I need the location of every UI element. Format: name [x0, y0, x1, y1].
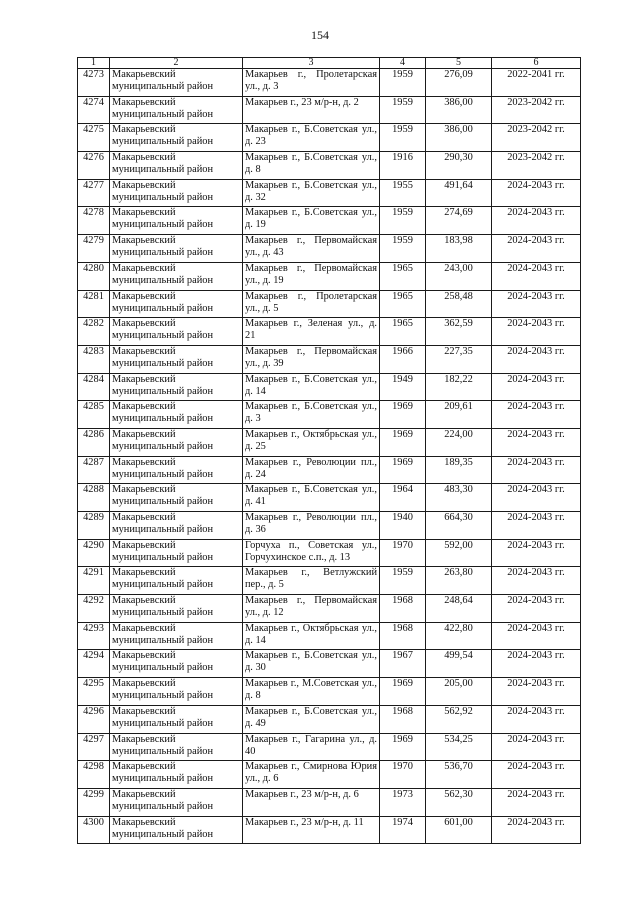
- row-number: 4293: [78, 622, 110, 650]
- address-cell: Макарьев г., Первомайская ул., д. 12: [243, 595, 380, 623]
- district-cell: Макарьевский муниципальный район: [110, 456, 243, 484]
- year-cell: 1969: [380, 678, 426, 706]
- period-cell: 2024-2043 гг.: [492, 733, 581, 761]
- district-cell: Макарьевский муниципальный район: [110, 179, 243, 207]
- address-cell: Макарьев г., Б.Советская ул., д. 3: [243, 401, 380, 429]
- area-cell: 664,30: [426, 512, 492, 540]
- address-cell: Макарьев г., 23 м/р-н, д. 2: [243, 96, 380, 124]
- period-cell: 2024-2043 гг.: [492, 207, 581, 235]
- address-cell: Макарьев г., Первомайская ул., д. 39: [243, 345, 380, 373]
- table-row: [78, 428, 581, 456]
- district-cell: Макарьевский муниципальный район: [110, 650, 243, 678]
- year-cell: 1916: [380, 152, 426, 180]
- table-row: [78, 705, 581, 733]
- area-cell: 592,00: [426, 539, 492, 567]
- address-cell: Макарьев г., Б.Советская ул., д. 49: [243, 705, 380, 733]
- period-cell: 2024-2043 гг.: [492, 539, 581, 567]
- row-number: 4291: [78, 567, 110, 595]
- district-cell: Макарьевский муниципальный район: [110, 152, 243, 180]
- table-row: [78, 456, 581, 484]
- address-cell: Макарьев г., Б.Советская ул., д. 8: [243, 152, 380, 180]
- address-cell: Макарьев г., Смирнова Юрия ул., д. 6: [243, 761, 380, 789]
- table-row: [78, 567, 581, 595]
- row-number: 4284: [78, 373, 110, 401]
- area-cell: 386,00: [426, 96, 492, 124]
- row-number: 4297: [78, 733, 110, 761]
- address-cell: Макарьев г., Октябрьская ул., д. 25: [243, 428, 380, 456]
- area-cell: 248,64: [426, 595, 492, 623]
- row-number: 4274: [78, 96, 110, 124]
- period-cell: 2024-2043 гг.: [492, 428, 581, 456]
- year-cell: 1959: [380, 235, 426, 263]
- area-cell: 182,22: [426, 373, 492, 401]
- row-number: 4282: [78, 318, 110, 346]
- year-cell: 1967: [380, 650, 426, 678]
- table-row: [78, 733, 581, 761]
- area-cell: 562,92: [426, 705, 492, 733]
- period-cell: 2024-2043 гг.: [492, 705, 581, 733]
- district-cell: Макарьевский муниципальный район: [110, 262, 243, 290]
- year-cell: 1970: [380, 539, 426, 567]
- area-cell: 258,48: [426, 290, 492, 318]
- area-cell: 483,30: [426, 484, 492, 512]
- period-cell: 2024-2043 гг.: [492, 345, 581, 373]
- address-cell: Макарьев г., Б.Советская ул., д. 41: [243, 484, 380, 512]
- address-cell: Макарьев г., Б.Советская ул., д. 19: [243, 207, 380, 235]
- year-cell: 1970: [380, 761, 426, 789]
- period-cell: 2024-2043 гг.: [492, 567, 581, 595]
- district-cell: Макарьевский муниципальный район: [110, 512, 243, 540]
- district-cell: Макарьевский муниципальный район: [110, 401, 243, 429]
- period-cell: 2024-2043 гг.: [492, 318, 581, 346]
- area-cell: 290,30: [426, 152, 492, 180]
- year-cell: 1940: [380, 512, 426, 540]
- header-col-3: 3: [243, 58, 380, 69]
- year-cell: 1974: [380, 816, 426, 844]
- district-cell: Макарьевский муниципальный район: [110, 69, 243, 97]
- table-row: [78, 678, 581, 706]
- district-cell: Макарьевский муниципальный район: [110, 96, 243, 124]
- period-cell: 2023-2042 гг.: [492, 96, 581, 124]
- table-row: [78, 290, 581, 318]
- district-cell: Макарьевский муниципальный район: [110, 207, 243, 235]
- row-number: 4276: [78, 152, 110, 180]
- period-cell: 2024-2043 гг.: [492, 484, 581, 512]
- address-cell: Макарьев г., Пролетарская ул., д. 5: [243, 290, 380, 318]
- area-cell: 224,00: [426, 428, 492, 456]
- area-cell: 362,59: [426, 318, 492, 346]
- year-cell: 1968: [380, 595, 426, 623]
- district-cell: Макарьевский муниципальный район: [110, 595, 243, 623]
- row-number: 4278: [78, 207, 110, 235]
- district-cell: Макарьевский муниципальный район: [110, 733, 243, 761]
- row-number: 4288: [78, 484, 110, 512]
- address-cell: Макарьев г., Ветлужский пер., д. 5: [243, 567, 380, 595]
- address-cell: Макарьев г., М.Советская ул., д. 8: [243, 678, 380, 706]
- table-row: [78, 622, 581, 650]
- area-cell: 491,64: [426, 179, 492, 207]
- area-cell: 562,30: [426, 788, 492, 816]
- year-cell: 1969: [380, 456, 426, 484]
- address-cell: Макарьев г., 23 м/р-н, д. 6: [243, 788, 380, 816]
- table-row: [78, 595, 581, 623]
- table-header: [78, 58, 581, 69]
- period-cell: 2024-2043 гг.: [492, 456, 581, 484]
- year-cell: 1965: [380, 318, 426, 346]
- year-cell: 1955: [380, 179, 426, 207]
- year-cell: 1969: [380, 733, 426, 761]
- table-row: [78, 401, 581, 429]
- registry-table: [77, 57, 581, 844]
- header-col-6: 6: [492, 58, 581, 69]
- row-number: 4286: [78, 428, 110, 456]
- header-col-1: 1: [78, 58, 110, 69]
- district-cell: Макарьевский муниципальный район: [110, 318, 243, 346]
- table-row: [78, 761, 581, 789]
- table-row: [78, 816, 581, 844]
- period-cell: 2024-2043 гг.: [492, 235, 581, 263]
- address-cell: Макарьев г., Первомайская ул., д. 19: [243, 262, 380, 290]
- header-row: [78, 58, 581, 69]
- row-number: 4295: [78, 678, 110, 706]
- table-row: [78, 124, 581, 152]
- table-row: [78, 69, 581, 97]
- address-cell: Макарьев г., Б.Советская ул., д. 32: [243, 179, 380, 207]
- table-row: [78, 152, 581, 180]
- period-cell: 2024-2043 гг.: [492, 622, 581, 650]
- year-cell: 1959: [380, 567, 426, 595]
- district-cell: Макарьевский муниципальный район: [110, 705, 243, 733]
- year-cell: 1969: [380, 428, 426, 456]
- row-number: 4281: [78, 290, 110, 318]
- district-cell: Макарьевский муниципальный район: [110, 373, 243, 401]
- area-cell: 263,80: [426, 567, 492, 595]
- year-cell: 1964: [380, 484, 426, 512]
- period-cell: 2024-2043 гг.: [492, 678, 581, 706]
- district-cell: Макарьевский муниципальный район: [110, 622, 243, 650]
- period-cell: 2024-2043 гг.: [492, 373, 581, 401]
- table-row: [78, 512, 581, 540]
- district-cell: Макарьевский муниципальный район: [110, 345, 243, 373]
- period-cell: 2023-2042 гг.: [492, 152, 581, 180]
- area-cell: 536,70: [426, 761, 492, 789]
- table-row: [78, 318, 581, 346]
- district-cell: Макарьевский муниципальный район: [110, 678, 243, 706]
- table-row: [78, 650, 581, 678]
- period-cell: 2024-2043 гг.: [492, 650, 581, 678]
- row-number: 4275: [78, 124, 110, 152]
- district-cell: Макарьевский муниципальный район: [110, 761, 243, 789]
- table-row: [78, 207, 581, 235]
- table-row: [78, 484, 581, 512]
- year-cell: 1968: [380, 622, 426, 650]
- address-cell: Макарьев г., Б.Советская ул., д. 30: [243, 650, 380, 678]
- table-row: [78, 179, 581, 207]
- year-cell: 1965: [380, 262, 426, 290]
- row-number: 4279: [78, 235, 110, 263]
- district-cell: Макарьевский муниципальный район: [110, 539, 243, 567]
- year-cell: 1968: [380, 705, 426, 733]
- address-cell: Макарьев г., Октябрьская ул., д. 14: [243, 622, 380, 650]
- year-cell: 1959: [380, 96, 426, 124]
- address-cell: Макарьев г., Гагарина ул., д. 40: [243, 733, 380, 761]
- table-row: [78, 235, 581, 263]
- address-cell: Макарьев г., Революции пл., д. 36: [243, 512, 380, 540]
- table-row: [78, 345, 581, 373]
- page-number: 154: [311, 28, 329, 42]
- row-number: 4298: [78, 761, 110, 789]
- period-cell: 2024-2043 гг.: [492, 816, 581, 844]
- row-number: 4296: [78, 705, 110, 733]
- period-cell: 2024-2043 гг.: [492, 761, 581, 789]
- period-cell: 2024-2043 гг.: [492, 595, 581, 623]
- row-number: 4300: [78, 816, 110, 844]
- row-number: 4283: [78, 345, 110, 373]
- row-number: 4285: [78, 401, 110, 429]
- district-cell: Макарьевский муниципальный район: [110, 428, 243, 456]
- address-cell: Макарьев г., Б.Советская ул., д. 14: [243, 373, 380, 401]
- period-cell: 2024-2043 гг.: [492, 262, 581, 290]
- address-cell: Макарьев г., Первомайская ул., д. 43: [243, 235, 380, 263]
- header-col-4: 4: [380, 58, 426, 69]
- row-number: 4273: [78, 69, 110, 97]
- year-cell: 1959: [380, 207, 426, 235]
- area-cell: 205,00: [426, 678, 492, 706]
- table-row: [78, 96, 581, 124]
- area-cell: 534,25: [426, 733, 492, 761]
- year-cell: 1959: [380, 124, 426, 152]
- address-cell: Горчуха п., Советская ул., Горчухинское с.п., д. 13: [243, 539, 380, 567]
- year-cell: 1949: [380, 373, 426, 401]
- area-cell: 422,80: [426, 622, 492, 650]
- address-cell: Макарьев г., Революции пл., д. 24: [243, 456, 380, 484]
- period-cell: 2024-2043 гг.: [492, 512, 581, 540]
- district-cell: Макарьевский муниципальный район: [110, 788, 243, 816]
- row-number: 4289: [78, 512, 110, 540]
- area-cell: 499,54: [426, 650, 492, 678]
- period-cell: 2024-2043 гг.: [492, 290, 581, 318]
- address-cell: Макарьев г., 23 м/р-н, д. 11: [243, 816, 380, 844]
- period-cell: 2024-2043 гг.: [492, 401, 581, 429]
- year-cell: 1965: [380, 290, 426, 318]
- area-cell: 274,69: [426, 207, 492, 235]
- row-number: 4277: [78, 179, 110, 207]
- table-row: [78, 788, 581, 816]
- header-col-5: 5: [426, 58, 492, 69]
- address-cell: Макарьев г., Пролетарская ул., д. 3: [243, 69, 380, 97]
- table-row: [78, 262, 581, 290]
- area-cell: 243,00: [426, 262, 492, 290]
- period-cell: 2022-2041 гг.: [492, 69, 581, 97]
- area-cell: 183,98: [426, 235, 492, 263]
- area-cell: 601,00: [426, 816, 492, 844]
- table-row: [78, 373, 581, 401]
- district-cell: Макарьевский муниципальный район: [110, 290, 243, 318]
- area-cell: 209,61: [426, 401, 492, 429]
- row-number: 4290: [78, 539, 110, 567]
- area-cell: 189,35: [426, 456, 492, 484]
- period-cell: 2024-2043 гг.: [492, 179, 581, 207]
- period-cell: 2024-2043 гг.: [492, 788, 581, 816]
- row-number: 4280: [78, 262, 110, 290]
- area-cell: 227,35: [426, 345, 492, 373]
- district-cell: Макарьевский муниципальный район: [110, 816, 243, 844]
- table-body: [78, 69, 581, 844]
- district-cell: Макарьевский муниципальный район: [110, 484, 243, 512]
- address-cell: Макарьев г., Зеленая ул., д. 21: [243, 318, 380, 346]
- district-cell: Макарьевский муниципальный район: [110, 235, 243, 263]
- year-cell: 1959: [380, 69, 426, 97]
- row-number: 4292: [78, 595, 110, 623]
- area-cell: 386,00: [426, 124, 492, 152]
- area-cell: 276,09: [426, 69, 492, 97]
- address-cell: Макарьев г., Б.Советская ул., д. 23: [243, 124, 380, 152]
- period-cell: 2023-2042 гг.: [492, 124, 581, 152]
- row-number: 4299: [78, 788, 110, 816]
- table-row: [78, 539, 581, 567]
- year-cell: 1969: [380, 401, 426, 429]
- year-cell: 1966: [380, 345, 426, 373]
- row-number: 4287: [78, 456, 110, 484]
- year-cell: 1973: [380, 788, 426, 816]
- header-col-2: 2: [110, 58, 243, 69]
- district-cell: Макарьевский муниципальный район: [110, 567, 243, 595]
- district-cell: Макарьевский муниципальный район: [110, 124, 243, 152]
- row-number: 4294: [78, 650, 110, 678]
